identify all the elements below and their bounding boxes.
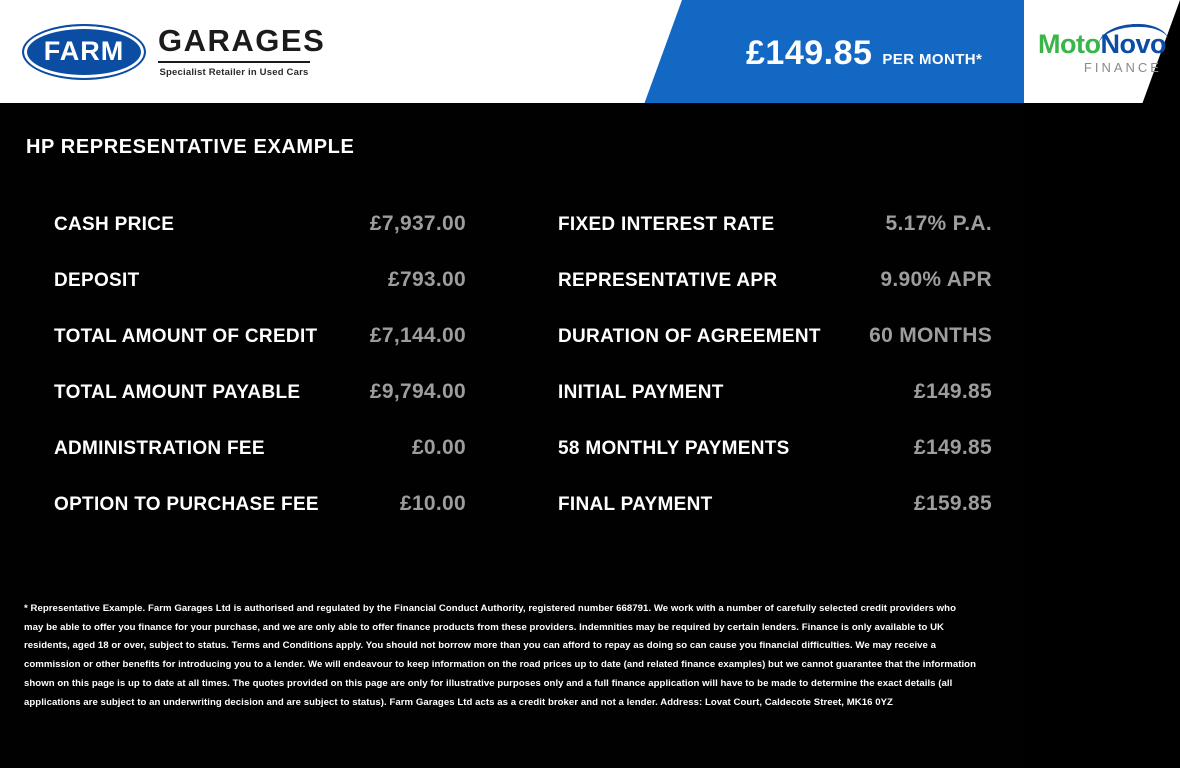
row-value: £7,144.00	[369, 324, 466, 347]
price-content	[746, 34, 982, 73]
farm-logo-text: FARM	[43, 36, 125, 66]
row-label: DURATION OF AGREEMENT	[558, 326, 821, 347]
row-value: £159.85	[913, 492, 992, 515]
row-value: £0.00	[411, 436, 466, 459]
table-row	[558, 212, 992, 268]
row-value: 9.90% APR	[880, 268, 992, 291]
row-label: 58 MONTHLY PAYMENTS	[558, 438, 790, 459]
motonovo-name-part1: Moto	[1038, 29, 1101, 59]
row-label: TOTAL AMOUNT OF CREDIT	[54, 326, 318, 347]
row-label: OPTION TO PURCHASE FEE	[54, 494, 319, 515]
logo-divider	[158, 61, 310, 63]
table-row	[558, 268, 992, 324]
farm-logo-oval	[22, 24, 146, 80]
row-value: £149.85	[913, 380, 992, 403]
table-row	[558, 324, 992, 380]
row-value: £7,937.00	[369, 212, 466, 235]
row-label: ADMINISTRATION FEE	[54, 438, 265, 459]
row-label: FINAL PAYMENT	[558, 494, 713, 515]
table-row	[558, 436, 992, 492]
row-label: REPRESENTATIVE APR	[558, 270, 778, 291]
row-label: CASH PRICE	[54, 214, 175, 235]
disclaimer-text: * Representative Example. Farm Garages Ltd is authorised and regulated by the Financial Conduct Authority, registered number 668791. We work with a number of carefully selected credit providers who may be able to offer you finance for your purchase, and we are only able to offer finance products from these providers. Indemnities may be required by certain lenders. Finance is only available to UK residents, aged 18 or over, subject to status. Terms and Conditions apply. You should not borrow more than you can afford to repay as doing so can cause you financial difficulties. We may receive a commission or other benefits for introducing you to a lender. We will endeavour to keep information on the road prices up to date (and related finance examples) but we cannot guarantee that the information shown on this page is up to date at all times. The quotes provided on this page are only for illustrative purposes only and a full finance application will have to be made to determine the exact details (all applications are subject to an underwriting decision and are subject to status). Farm Garages Ltd acts as a credit broker and not a lender. Address: Lovat Court, Caldecote Street, MK16 0YZ	[24, 603, 976, 708]
page-title: HP REPRESENTATIVE EXAMPLE	[26, 136, 355, 158]
page-header	[0, 0, 1166, 103]
table-row	[54, 492, 466, 548]
table-row	[558, 492, 992, 548]
price-amount: £149.85	[746, 34, 873, 72]
table-row	[54, 324, 466, 380]
price-period: PER MONTH*	[882, 51, 983, 68]
figures-column-left	[0, 212, 512, 548]
table-row	[558, 380, 992, 436]
row-label: INITIAL PAYMENT	[558, 382, 724, 403]
row-value: £149.85	[913, 436, 992, 459]
finance-figures-grid	[0, 212, 1024, 548]
garages-text: GARAGES	[158, 23, 326, 58]
table-row	[54, 268, 466, 324]
dealer-branding	[0, 0, 500, 103]
motonovo-name-part2: Novo	[1100, 29, 1166, 59]
motonovo-finance-label: FINANCE	[1083, 60, 1162, 75]
dealer-tagline: Specialist Retailer in Used Cars	[159, 67, 309, 78]
monthly-price-banner	[718, 0, 1024, 103]
row-value: £9,794.00	[369, 380, 466, 403]
motonovo-logo	[1038, 31, 1166, 75]
row-value: £793.00	[387, 268, 466, 291]
garages-wordmark	[158, 25, 325, 78]
row-label: TOTAL AMOUNT PAYABLE	[54, 382, 301, 403]
row-label: FIXED INTEREST RATE	[558, 214, 775, 235]
row-label: DEPOSIT	[54, 270, 140, 291]
figures-column-right	[512, 212, 1024, 548]
row-value: 5.17% P.A.	[885, 212, 992, 235]
table-row	[54, 380, 466, 436]
table-row	[54, 212, 466, 268]
row-value: 60 MONTHS	[869, 324, 992, 347]
table-row	[54, 436, 466, 492]
row-value: £10.00	[399, 492, 466, 515]
farm-garages-logo	[22, 24, 325, 80]
